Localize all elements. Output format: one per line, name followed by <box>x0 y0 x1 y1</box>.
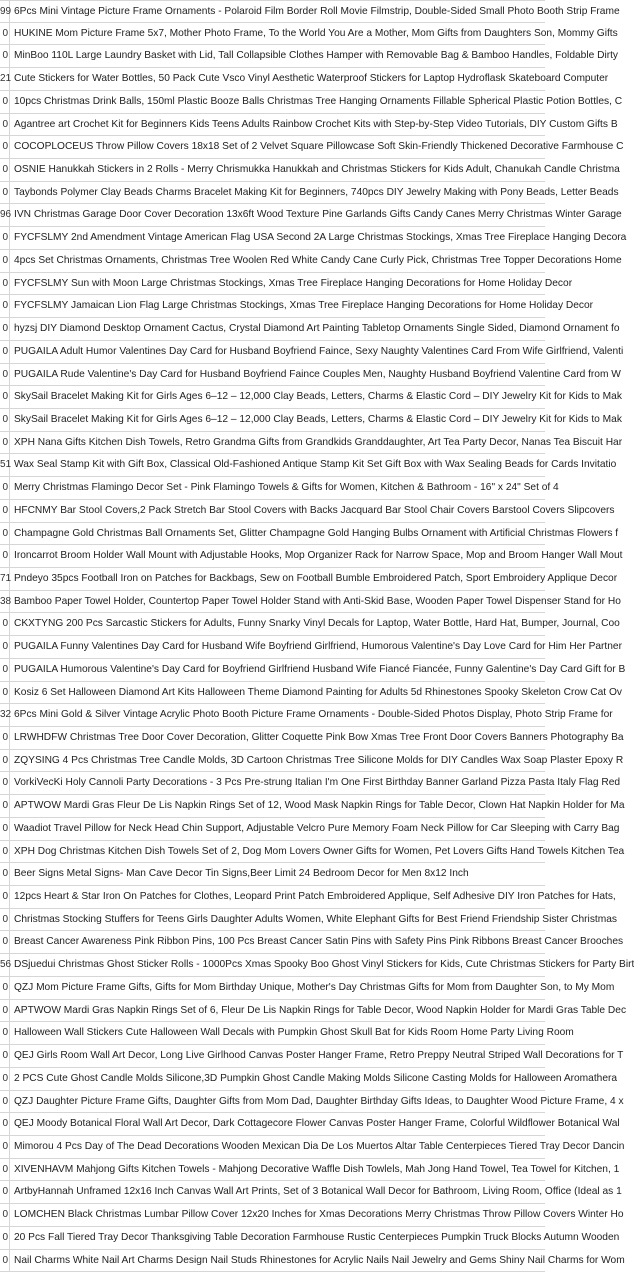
row-count-cell[interactable]: 0 <box>0 409 10 431</box>
product-title-cell[interactable]: FYCFSLMY 2nd Amendment Vintage American Flag USA Second 2A Large Christmas Stockings, Xmas Tree Fireplace Hanging Decora <box>14 232 627 244</box>
row-count-cell[interactable]: 0 <box>0 477 10 499</box>
product-title-cell[interactable]: CKXTYNG 200 Pcs Sarcastic Stickers for Adults, Funny Snarky Vinyl Decals for Laptop, Water Bottle, Hard Hat, Bumper, Journal, Coo <box>14 618 620 630</box>
table-row[interactable] <box>0 159 620 182</box>
product-title-cell[interactable]: 4pcs Set Christmas Ornaments, Christmas Tree Woolen Red White Candy Cane Curly Pick, Christmas Tree Topper Decorations Home <box>14 254 622 266</box>
table-row[interactable] <box>0 863 545 886</box>
row-count-cell[interactable]: 0 <box>0 1136 10 1158</box>
row-count-cell[interactable]: 0 <box>0 23 10 45</box>
table-row[interactable] <box>0 886 616 909</box>
row-count-cell[interactable]: 0 <box>0 1091 10 1113</box>
row-count-cell[interactable]: 0 <box>0 682 10 704</box>
row-count-cell[interactable]: 0 <box>0 795 10 817</box>
table-row[interactable] <box>0 636 622 659</box>
product-title-cell[interactable]: Christmas Stocking Stuffers for Teens Girls Daughter Adults Women, White Elephant Gifts for Best Friend Friendship Sister Christmas <box>14 913 617 925</box>
row-count-cell[interactable]: 0 <box>0 818 10 840</box>
row-count-cell[interactable]: 0 <box>0 1000 10 1022</box>
product-title-cell[interactable]: Merry Christmas Flamingo Decor Set - Pink Flamingo Towels & Gifts for Women, Kitchen & Bathroom - 16" x 24" Set of 4 <box>14 482 559 494</box>
product-title-cell[interactable]: HUKINE Mom Picture Frame 5x7, Mother Photo Frame, To the World You Are a Mother, Mom Gifts from Daughters Son, Mommy Gifts <box>14 27 618 39</box>
table-row[interactable] <box>0 523 619 546</box>
table-row[interactable] <box>0 91 623 114</box>
product-title-cell[interactable]: IVN Christmas Garage Door Cover Decoration 13x6ft Wood Texture Pine Garlands Gifts Candy Canes Merry Christmas Winter Garage <box>14 209 622 221</box>
row-count-cell[interactable]: 96 <box>0 204 10 226</box>
table-row[interactable] <box>0 364 621 387</box>
table-row[interactable] <box>0 386 622 409</box>
table-row[interactable] <box>0 613 620 636</box>
row-count-cell[interactable]: 21 <box>0 68 10 90</box>
table-row[interactable] <box>0 659 626 682</box>
table-row[interactable] <box>0 182 619 205</box>
table-row[interactable] <box>0 114 618 137</box>
row-count-cell[interactable]: 71 <box>0 568 10 590</box>
table-row[interactable] <box>0 1159 620 1182</box>
product-title-cell[interactable]: QZJ Mom Picture Frame Gifts, Gifts for Mom Birthday Unique, Mother's Day Christmas Gifts for Mom from Daughter Son, to My Mom <box>14 981 615 993</box>
table-row[interactable] <box>0 23 618 46</box>
product-title-cell[interactable]: FYCFSLMY Sun with Moon Large Christmas Stockings, Xmas Tree Fireplace Hanging Decorations for Home Holiday Decor <box>14 277 573 289</box>
product-title-cell[interactable]: MinBoo 110L Large Laundry Basket with Lid, Tall Collapsible Clothes Hamper with Removable Bag & Bamboo Handles, Foldable Dirty <box>14 50 619 62</box>
row-count-cell[interactable]: 0 <box>0 500 10 522</box>
row-count-cell[interactable]: 0 <box>0 432 10 454</box>
table-row[interactable] <box>0 931 624 954</box>
table-row[interactable] <box>0 250 622 273</box>
table-row[interactable] <box>0 909 617 932</box>
product-title-cell[interactable]: XIVENHAVM Mahjong Gifts Kitchen Towels - Mahjong Decorative Waffle Dish Towlels, Mah Jong Hand Towel, Tea Towel for Kitchen, 1 <box>14 1163 620 1175</box>
product-title-cell[interactable]: 10pcs Christmas Drink Balls, 150ml Plastic Booze Balls Christmas Tree Hanging Ornaments Fillable Spherical Plastic Potion Bottles, C <box>14 95 623 107</box>
product-title-cell[interactable]: Ironcarrot Broom Holder Wall Mount with Adjustable Hooks, Mop Organizer Rack for Narrow Space, Mop and Broom Hanger Wall Mout <box>14 550 623 562</box>
table-row[interactable] <box>0 477 559 500</box>
table-row[interactable] <box>0 454 617 477</box>
product-title-cell[interactable]: Champagne Gold Christmas Ball Ornaments Set, Glitter Champagne Gold Hanging Bulbs Ornament with Artificial Christmas Flowers f <box>14 527 619 539</box>
table-row[interactable] <box>0 1250 625 1272</box>
product-title-cell[interactable]: hyzsj DIY Diamond Desktop Ornament Cactus, Crystal Diamond Art Painting Tabletop Ornaments Single Sided, Diamond Ornament fo <box>14 323 620 335</box>
product-title-cell[interactable]: APTWOW Mardi Gras Fleur De Lis Napkin Rings Set of 12, Wood Mask Napkin Rings for Table Decor, Clown Hat Napkin Holder for Ma <box>14 800 625 812</box>
product-title-cell[interactable]: XPH Dog Christmas Kitchen Dish Towels Set of 2, Dog Mom Lovers Owner Gifts for Women, Pet Lovers Gifts Hand Towels Kitchen Tea <box>14 845 625 857</box>
table-row[interactable] <box>0 1068 618 1091</box>
product-title-cell[interactable]: OSNIE Hanukkah Stickers in 2 Rolls - Merry Chrismukka Hanukkah and Christmas Stickers for Kids Adult, Chanukah Candle Christma <box>14 164 620 176</box>
product-title-cell[interactable]: PUGAILA Rude Valentine's Day Card for Husband Boyfriend Faince Couples Men, Naughty Husband Boyfriend Valentine Card from W <box>14 368 621 380</box>
row-count-cell[interactable]: 0 <box>0 45 10 67</box>
row-count-cell[interactable]: 0 <box>0 1068 10 1090</box>
row-count-cell[interactable]: 0 <box>0 841 10 863</box>
row-count-cell[interactable]: 0 <box>0 1250 10 1272</box>
table-row[interactable] <box>0 1000 627 1023</box>
product-title-cell[interactable]: 12pcs Heart & Star Iron On Patches for Clothes, Leopard Print Patch Embroidered Applique, Self Adhesive DIY Iron Patches for Hats, <box>14 891 616 903</box>
row-count-cell[interactable]: 0 <box>0 545 10 567</box>
product-title-cell[interactable]: Kosiz 6 Set Halloween Diamond Art Kits Halloween Theme Diamond Painting for Adults 5d Rhinestones Spooky Skeleton Crow Cat Ov <box>14 686 622 698</box>
table-row[interactable] <box>0 1204 624 1227</box>
product-title-cell[interactable]: LRWHDFW Christmas Tree Door Cover Decoration, Glitter Coquette Pink Bow Xmas Tree Front Door Covers Banners Photography Ba <box>14 732 624 743</box>
product-title-cell[interactable]: ZQYSING 4 Pcs Christmas Tree Candle Molds, 3D Cartoon Christmas Tree Silicone Molds for DIY Candles Wax Soap Plaster Epoxy R <box>14 754 624 766</box>
row-count-cell[interactable]: 0 <box>0 977 10 999</box>
table-row[interactable] <box>0 432 623 455</box>
table-row[interactable] <box>0 204 622 227</box>
product-title-cell[interactable]: COCOPLOCEUS Throw Pillow Covers 18x18 Set of 2 Velvet Square Pillowcase Soft Skin-Friendly Thickened Decorative Farmhouse C <box>14 141 624 153</box>
product-title-cell[interactable]: PUGAILA Adult Humor Valentines Day Card for Husband Boyfriend Faince, Sexy Naughty Valentines Card From Wife Girlfriend, Valenti <box>14 345 624 357</box>
table-row[interactable] <box>0 795 625 818</box>
table-row[interactable] <box>0 0 620 23</box>
product-title-cell[interactable]: Bamboo Paper Towel Holder, Countertop Paper Towel Holder Stand with Anti-Skid Base, Wooden Paper Towel Dispenser Stand for Ho <box>14 595 621 607</box>
product-title-cell[interactable]: Beer Signs Metal Signs- Man Cave Decor Tin Signs,Beer Limit 24 Bedroom Decor for Men 8x12 Inch <box>14 868 469 880</box>
table-row[interactable] <box>0 704 613 727</box>
table-row[interactable] <box>0 545 623 568</box>
row-count-cell[interactable]: 0 <box>0 114 10 136</box>
row-count-cell[interactable]: 0 <box>0 227 10 249</box>
row-count-cell[interactable]: 0 <box>0 523 10 545</box>
product-title-cell[interactable]: FYCFSLMY Jamaican Lion Flag Large Christmas Stockings, Xmas Tree Fireplace Hanging Decorations for Home Holiday Decor <box>14 300 594 312</box>
table-row[interactable] <box>0 841 625 864</box>
row-count-cell[interactable]: 0 <box>0 364 10 386</box>
product-title-cell[interactable]: Nail Charms White Nail Art Charms Design Nail Studs Rhinestones for Acrylic Nails Nail Jewelry and Gems Shiny Nail Charms for Wom <box>14 1254 625 1266</box>
row-count-cell[interactable]: 0 <box>0 1045 10 1067</box>
row-count-cell[interactable]: 0 <box>0 182 10 204</box>
row-count-cell[interactable]: 32 <box>0 704 10 726</box>
table-row[interactable] <box>0 682 622 705</box>
row-count-cell[interactable]: 38 <box>0 591 10 613</box>
table-row[interactable] <box>0 227 627 250</box>
row-count-cell[interactable]: 56 <box>0 954 10 976</box>
table-row[interactable] <box>0 409 622 432</box>
table-row[interactable] <box>0 1091 624 1114</box>
product-title-cell[interactable]: Pndeyo 35pcs Football Iron on Patches for Backbags, Sew on Football Bumble Embroidered Patch, Sport Embroidery Applique Decor <box>14 572 618 584</box>
row-count-cell[interactable]: 0 <box>0 886 10 908</box>
row-count-cell[interactable]: 0 <box>0 159 10 181</box>
row-count-cell[interactable]: 0 <box>0 1159 10 1181</box>
row-count-cell[interactable]: 0 <box>0 909 10 931</box>
table-row[interactable] <box>0 977 615 1000</box>
row-count-cell[interactable]: 0 <box>0 250 10 272</box>
table-row[interactable] <box>0 45 619 68</box>
product-title-cell[interactable]: Mimorou 4 Pcs Day of The Dead Decorations Wooden Mexican Dia De Los Muertos Altar Table Centerpieces Tiered Tray Decor Dancin <box>14 1140 625 1152</box>
row-count-cell[interactable]: 0 <box>0 1227 10 1249</box>
row-count-cell[interactable]: 0 <box>0 1181 10 1203</box>
row-count-cell[interactable]: 51 <box>0 454 10 476</box>
row-count-cell[interactable]: 0 <box>0 772 10 794</box>
row-count-cell[interactable]: 0 <box>0 318 10 340</box>
product-title-cell[interactable]: PUGAILA Humorous Valentine's Day Card for Boyfriend Girlfriend Husband Wife Fiancé Fiancée, Funny Galentine's Day Card Gift for B <box>14 663 626 675</box>
table-row[interactable] <box>0 1045 624 1068</box>
table-row[interactable] <box>0 818 620 841</box>
table-row[interactable] <box>0 273 573 296</box>
product-title-cell[interactable]: DSjuedui Christmas Ghost Sticker Rolls - 1000Pcs Xmas Spooky Boo Ghost Vinyl Stickers for Kids, Cute Christmas Stickers for Party Birt <box>14 959 634 971</box>
product-title-cell[interactable]: HFCNMY Bar Stool Covers,2 Pack Stretch Bar Stool Covers with Backs Jacquard Bar Stool Chair Covers Barstool Covers Slipcovers <box>14 504 615 516</box>
row-count-cell[interactable]: 0 <box>0 91 10 113</box>
table-row[interactable] <box>0 1227 620 1250</box>
product-title-cell[interactable]: Agantree art Crochet Kit for Beginners Kids Teens Adults Rainbow Crochet Kits with Step-by-Step Video Tutorials, DIY Custom Gifts B <box>14 118 618 130</box>
row-count-cell[interactable]: 0 <box>0 727 10 749</box>
row-count-cell[interactable]: 0 <box>0 659 10 681</box>
product-title-cell[interactable]: XPH Nana Gifts Kitchen Dish Towels, Retro Grandma Gifts from Grandkids Granddaughter, Art Tea Party Decor, Nanas Tea Biscuit Har <box>14 436 623 448</box>
table-row[interactable] <box>0 500 615 523</box>
table-row[interactable] <box>0 1113 620 1136</box>
table-row[interactable] <box>0 1136 625 1159</box>
row-count-cell[interactable]: 0 <box>0 636 10 658</box>
product-title-cell[interactable]: ArtbyHannah Unframed 12x16 Inch Canvas Wall Art Prints, Set of 3 Botanical Wall Decor for Bathroom, Living Room, Office (Ideal as 1 <box>14 1186 622 1198</box>
row-count-cell[interactable]: 99 <box>0 1 10 22</box>
table-row[interactable] <box>0 68 609 91</box>
product-title-cell[interactable]: Taybonds Polymer Clay Beads Charms Bracelet Making Kit for Beginners, 740pcs DIY Jewelry Making with Pony Beads, Letter Beads <box>14 186 619 198</box>
table-row[interactable] <box>0 568 618 591</box>
product-title-cell[interactable]: Halloween Wall Stickers Cute Halloween Wall Decals with Pumpkin Ghost Skull Bat for Kids Room Home Party Living Room <box>14 1027 574 1039</box>
row-count-cell[interactable]: 0 <box>0 386 10 408</box>
table-row[interactable] <box>0 318 620 341</box>
product-title-cell[interactable]: 20 Pcs Fall Tiered Tray Decor Thanksgiving Table Decoration Farmhouse Rustic Centerpieces Pumpkin Truck Blocks Autumn Wooden <box>14 1231 620 1243</box>
row-count-cell[interactable]: 0 <box>0 863 10 885</box>
product-title-cell[interactable]: Wax Seal Stamp Kit with Gift Box, Classical Old-Fashioned Antique Stamp Kit Set Gift Box with Wax Sealing Beads for Cards Invitatio <box>14 459 617 471</box>
product-title-cell[interactable]: 2 PCS Cute Ghost Candle Molds Silicone,3D Pumpkin Ghost Candle Making Molds Silicone Casting Molds for Halloween Aromathera <box>14 1072 618 1084</box>
product-title-cell[interactable]: APTWOW Mardi Gras Napkin Rings Set of 6, Fleur De Lis Napkin Rings for Table Decor, Wood Napkin Holder for Mardi Gras Table Dec <box>14 1004 627 1016</box>
product-title-cell[interactable]: QEJ Girls Room Wall Art Decor, Long Live Girlhood Canvas Poster Hanger Frame, Retro Preppy Neutral Striped Wall Decorations for T <box>14 1050 624 1062</box>
row-count-cell[interactable]: 0 <box>0 1204 10 1226</box>
product-title-cell[interactable]: LOMCHEN Black Christmas Lumbar Pillow Cover 12x20 Inches for Xmas Decorations Merry Christmas Throw Pillow Covers Winter Ho <box>14 1209 624 1221</box>
table-row[interactable] <box>0 727 624 750</box>
row-count-cell[interactable]: 0 <box>0 341 10 363</box>
row-count-cell[interactable]: 0 <box>0 1022 10 1044</box>
product-title-cell[interactable]: PUGAILA Funny Valentines Day Card for Husband Wife Boyfriend Girlfriend, Humorous Valentine's Day Love Card for Him Her Partner <box>14 641 622 653</box>
table-row[interactable] <box>0 750 624 773</box>
row-count-cell[interactable]: 0 <box>0 613 10 635</box>
row-count-cell[interactable]: 0 <box>0 136 10 158</box>
product-title-cell[interactable]: Cute Stickers for Water Bottles, 50 Pack Cute Vsco Vinyl Aesthetic Waterproof Stickers for Laptop Hydroflask Skateboard Computer <box>14 73 609 85</box>
table-row[interactable] <box>0 1022 574 1045</box>
table-row[interactable] <box>0 954 634 977</box>
table-row[interactable] <box>0 772 621 795</box>
product-title-cell[interactable]: 6Pcs Mini Vintage Picture Frame Ornaments - Polaroid Film Border Roll Movie Filmstrip, Double-Sided Small Photo Booth Strip Frame <box>14 6 620 17</box>
product-title-cell[interactable]: QEJ Moody Botanical Floral Wall Art Decor, Dark Cottagecore Flower Canvas Poster Hanger Frame, Colorful Wildflower Botanical Wal <box>14 1118 620 1130</box>
product-title-cell[interactable]: SkySail Bracelet Making Kit for Girls Ages 6–12 – 12,000 Clay Beads, Letters, Charms & Elastic Cord – DIY Jewelry Kit for Kids to Mak <box>14 391 622 403</box>
product-title-cell[interactable]: SkySail Bracelet Making Kit for Girls Ages 6–12 – 12,000 Clay Beads, Letters, Charms & Elastic Cord – DIY Jewelry Kit for Kids to Mak <box>14 413 622 425</box>
product-title-cell[interactable]: Waadiot Travel Pillow for Neck Head Chin Support, Adjustable Velcro Pure Memory Foam Neck Pillow for Car Sleeping with Carry Bag <box>14 822 620 834</box>
row-count-cell[interactable]: 0 <box>0 931 10 953</box>
product-title-cell[interactable]: 6Pcs Mini Gold & Silver Vintage Acrylic Photo Booth Picture Frame Ornaments - Double-Sided Photos Display, Photo Strip Frame for <box>14 709 613 721</box>
row-count-cell[interactable]: 0 <box>0 1113 10 1135</box>
row-count-cell[interactable]: 0 <box>0 273 10 295</box>
table-row[interactable] <box>0 295 594 318</box>
row-count-cell[interactable]: 0 <box>0 750 10 772</box>
product-title-cell[interactable]: QZJ Daughter Picture Frame Gifts, Daughter Gifts from Mom Dad, Daughter Birthday Gifts Ideas, to Daughter Wood Picture Frame, 4 x <box>14 1095 624 1107</box>
product-title-cell[interactable]: Breast Cancer Awareness Pink Ribbon Pins, 100 Pcs Breast Cancer Satin Pins with Safety Pins Pink Ribbons Breast Cancer Brooches <box>14 936 624 948</box>
table-row[interactable] <box>0 341 624 364</box>
product-title-cell[interactable]: VorkiVecKi Holy Cannoli Party Decorations - 3 Pcs Pre-strung Italian I'm One First Birthday Banner Garland Pizza Pasta Italy Flag Red <box>14 777 621 789</box>
row-count-cell[interactable]: 0 <box>0 295 10 317</box>
table-row[interactable] <box>0 591 621 614</box>
table-row[interactable] <box>0 136 624 159</box>
table-row[interactable] <box>0 1181 622 1204</box>
